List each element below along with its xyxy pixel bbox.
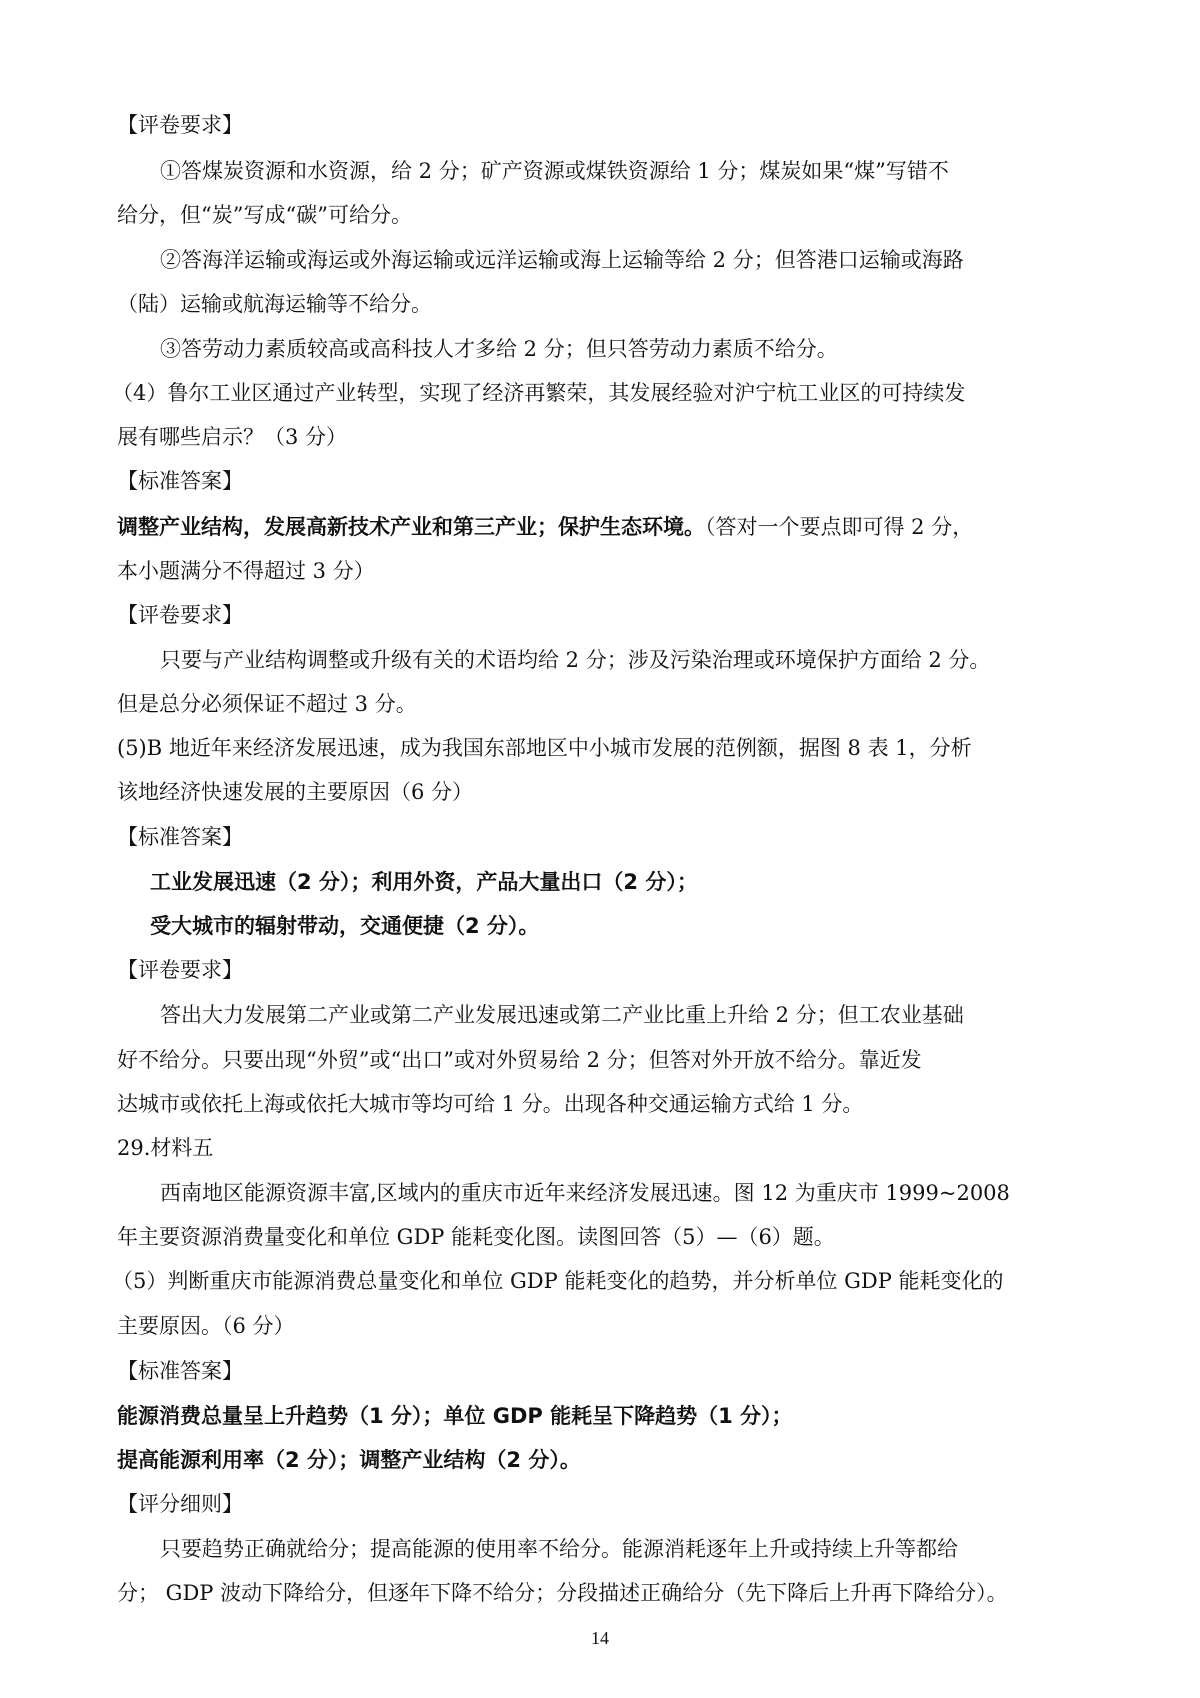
answer-line: [117, 512, 973, 542]
text-line: （陆）运输或航海运输等不给分。: [117, 292, 432, 316]
question-line: 主要原因。（6 分）: [117, 1314, 295, 1338]
text-line: 好不给分。只要出现“外贸”或“出口”或对外贸易给 2 分；但答对外开放不给分。靠近发: [117, 1048, 922, 1072]
text-line: 只要趋势正确就给分；提高能源的使用率不给分。能源消耗逐年上升或持续上升等都给: [160, 1537, 958, 1561]
material-heading: 29.材料五: [117, 1136, 214, 1160]
section-label: 【评卷要求】: [117, 958, 243, 982]
answer-note-line: 本小题满分不得超过 3 分）: [117, 559, 375, 583]
text-line: 给分，但“炭”写成“碳”可给分。: [117, 203, 412, 227]
section-label: 【标准答案】: [117, 469, 243, 493]
text-line: 分； GDP 波动下降给分，但逐年下降不给分；分段描述正确给分（先下降后上升再下降给分）。: [117, 1581, 1008, 1605]
question-line: （4）鲁尔工业区通过产业转型，实现了经济再繁荣，其发展经验对沪宁杭工业区的可持续发: [112, 381, 966, 405]
question-line: 该地经济快速发展的主要原因（6 分）: [117, 780, 474, 804]
answer-bold: 调整产业结构，发展高新技术产业和第三产业；保护生态环境。: [117, 515, 705, 539]
section-label: 【评卷要求】: [117, 113, 243, 137]
page-number: 14: [591, 1628, 609, 1648]
answer-line: 受大城市的辐射带动，交通便捷（2 分）。: [150, 914, 540, 938]
text-line: 西南地区能源资源丰富,区域内的重庆市近年来经济发展迅速。图 12 为重庆市 1999~2008: [160, 1181, 1010, 1205]
question-line: (5)B 地近年来经济发展迅速，成为我国东部地区中小城市发展的范例额，据图 8 表 1，分析: [117, 736, 972, 760]
section-label: 【评卷要求】: [117, 603, 243, 627]
answer-line: 工业发展迅速（2 分）；利用外资，产品大量出口（2 分）；: [150, 870, 698, 894]
text-line: 达城市或依托上海或依托大城市等均可给 1 分。出现各种交通运输方式给 1 分。: [117, 1092, 864, 1116]
text-line: 但是总分必须保证不超过 3 分。: [117, 692, 417, 716]
answer-line: 能源消费总量呈上升趋势（1 分）；单位 GDP 能耗呈下降趋势（1 分）；: [117, 1404, 793, 1428]
answer-line: 提高能源利用率（2 分）；调整产业结构（2 分）。: [117, 1448, 581, 1472]
text-line: 年主要资源消费量变化和单位 GDP 能耗变化图。读图回答（5）—（6）题。: [117, 1225, 835, 1249]
question-line: （5）判断重庆市能源消费总量变化和单位 GDP 能耗变化的趋势，并分析单位 GDP 能耗变化的: [112, 1269, 1004, 1293]
section-label: 【评分细则】: [117, 1492, 243, 1516]
text-line: ③答劳动力素质较高或高科技人才多给 2 分；但只答劳动力素质不给分。: [160, 337, 838, 361]
section-label: 【标准答案】: [117, 825, 243, 849]
text-line: ①答煤炭资源和水资源，给 2 分；矿产资源或煤铁资源给 1 分；煤炭如果“煤”写错不: [160, 159, 949, 183]
answer-note: （答对一个要点即可得 2 分，: [705, 515, 974, 539]
text-line: 答出大力发展第二产业或第二产业发展迅速或第二产业比重上升给 2 分；但工农业基础: [160, 1003, 964, 1027]
question-line: 展有哪些启示？（3 分）: [117, 425, 348, 449]
section-label: 【标准答案】: [117, 1359, 243, 1383]
text-line: 只要与产业结构调整或升级有关的术语均给 2 分；涉及污染治理或环境保护方面给 2 分。: [160, 648, 991, 672]
text-line: ②答海洋运输或海运或外海运输或远洋运输或海上运输等给 2 分；但答港口运输或海路: [160, 248, 964, 272]
